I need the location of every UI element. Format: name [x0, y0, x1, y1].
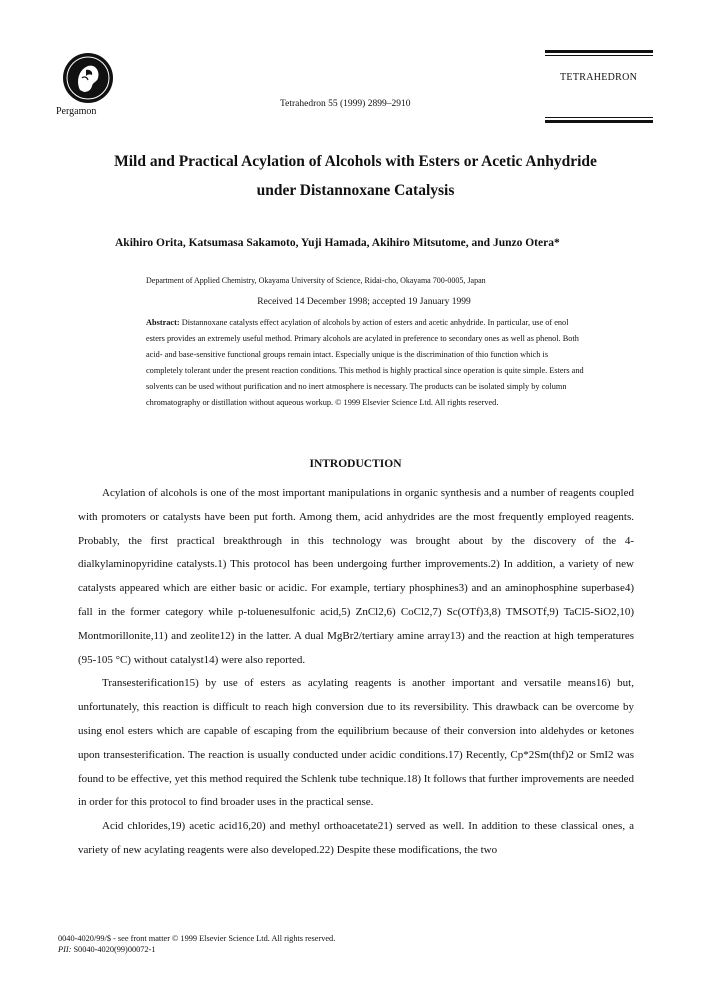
article-title-line-2: under Distannoxane Catalysis — [256, 182, 455, 199]
header-rule-bottom — [545, 120, 653, 123]
paragraph-1: Acylation of alcohols is one of the most important manipulations in organic synthesis and a number of reagents coupled with promoters or catalysts have been put forth. Among them, acid anhydrides are the most frequently employed reagents. Probably, the first practical breakthrough in this technology was brought about by the discovery of the 4-dialkylaminopyridine catalysts.1) This protocol has been undergoing further improvements.2) In addition, a variety of new catalysts appeared which are either basic or acidic. For example, tertiary phosphines3) and an aminophosphine superbase4) fall in the former category while p-toluenesulfonic acid,5) ZnCl2,6) CoCl2,7) Sc(OTf)3,8) TMSOTf,9) TaCl5-SiO2,10) Montmorillonite,11) and zeolite12) in the latter. A dual MgBr2/tertiary amine array13) and the reaction at high temperatures (95-105 °C) without catalyst14) were also reported. — [78, 487, 634, 666]
header-rule-bottom-thin — [545, 117, 653, 118]
publisher-name: Pergamon — [56, 106, 97, 117]
section-heading: INTRODUCTION — [309, 458, 402, 470]
abstract — [146, 315, 586, 411]
journal-citation: Tetrahedron 55 (1999) 2899–2910 — [280, 99, 411, 109]
affiliation: Department of Applied Chemistry, Okayama University of Science, Ridai-cho, Okayama 700-0005, Japan — [146, 276, 486, 285]
author-list: Akihiro Orita, Katsumasa Sakamoto, Yuji Hamada, Akihiro Mitsutome, and Junzo Otera* — [115, 237, 560, 249]
pii-line — [58, 944, 335, 955]
copyright-line: 0040-4020/99/$ - see front matter © 1999 Elsevier Science Ltd. All rights reserved. — [58, 934, 336, 943]
abstract-text: Distannoxane catalysts effect acylation of alcohols by action of esters and acetic anhydride. In particular, use of enol esters provides an extremely useful method. Primary alcohols are acylated in preference to secondary ones as well as phenol. Both acid- and base-sensitive functional groups remain intact. Especially unique is the discrimination of thio function which is completely tolerant under the present reaction conditions. This method is highly practical since operation is quite simple. Esters and solvents can be used without purification and no inert atmosphere is necessary. The products can be isolated simply by column chromatography or distillation without aqueous workup. © 1999 Elsevier Science Ltd. All rights reserved. — [146, 318, 584, 407]
paragraph-3: Acid chlorides,19) acetic acid16,20) and methyl orthoacetate21) served as well. In addition to these classical ones, a variety of new acylating reagents were also developed.22) Despite these modifications, the two — [78, 820, 634, 856]
body-text — [78, 482, 634, 863]
paragraph-2: Transesterification15) by use of esters as acylating reagents is another important and versatile means16) but, unfortunately, this reaction is difficult to reach high conversion due to its reversibility. This drawback can be overcome by using enol esters which are capable of escaping from the equilibrium because of their conversion into aldehydes or ketones upon transesterification. The reaction is usually conducted under acidic conditions.17) Recently, Cp*2Sm(thf)2 or SmI2 was found to be effective, yet this method required the Schlenk tube technique.18) It follows that further improvements are needed in order for this protocol to find broader uses in the practical sense. — [78, 677, 634, 809]
pii-value: S0040-4020(99)00072-1 — [73, 945, 156, 954]
received-dates: Received 14 December 1998; accepted 19 January 1999 — [257, 297, 471, 307]
abstract-label: Abstract: — [146, 318, 180, 327]
footer — [58, 933, 335, 955]
pii-label: PII: — [58, 945, 72, 954]
header-rule-top-thin — [545, 55, 653, 56]
publisher-logo-icon — [62, 52, 114, 104]
article-title-line-1: Mild and Practical Acylation of Alcohols with Esters or Acetic Anhydride — [114, 153, 597, 170]
journal-name: TETRAHEDRON — [560, 72, 638, 83]
header-rule-top — [545, 50, 653, 53]
